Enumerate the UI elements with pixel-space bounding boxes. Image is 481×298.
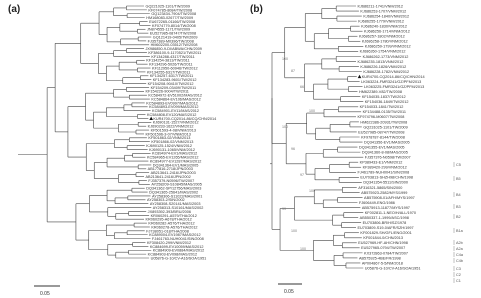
bootstrap-value: 100	[282, 57, 288, 61]
tree-b-leaves	[358, 4, 425, 270]
subgenotype-label: B5	[456, 177, 461, 181]
tree-leaf-label: FJ461789-NUH0041/SIN/2008	[357, 170, 410, 175]
tree-leaf-label: KC584893-EV099/MAS/2012	[149, 105, 199, 110]
tree-leaf-label: KF974796-M0607/TW/2008	[357, 115, 405, 120]
tree-leaf-label: DQ341365-25641/MAS/2002	[149, 190, 199, 195]
bootstrap-value: 96	[291, 147, 295, 151]
tree-leaf-label: KP389433-E1/VNM/2012	[359, 160, 403, 165]
subgenotype-label: A2b	[456, 241, 463, 245]
scale-bar-a-label: 0.05	[40, 291, 50, 297]
tree-leaf-label: DQ341364-EV1/MAS/2005	[152, 163, 199, 168]
tree-leaf-label: KJ690131-1065/VNM/2012	[149, 147, 195, 152]
tree-leaf-label: KUR4700-CQ2014-86/CQ/CHN/2014	[361, 74, 425, 79]
tree-leaf-label: KJ686255-1779/VNM/2012	[358, 19, 405, 24]
tree-leaf-label: FJ357376-N0598/TW/2007	[364, 155, 411, 160]
tree-leaf-label: HM622389-V82/TW/2008	[358, 90, 403, 95]
tree-leaf-label: JX893392-393/BRU/2006	[147, 209, 191, 214]
tree-leaf-label: KF154033-1841/TW/2012	[359, 105, 404, 110]
tree-leaf-label: KF154226-9004/TW/2011	[145, 89, 189, 94]
tree-leaf-label: KJ686211-1741/VNM/2012	[357, 4, 404, 9]
tree-leaf-label: AY258313-S10161/MAS/2002	[152, 206, 204, 210]
subgenotype-label: C5	[456, 163, 461, 167]
tree-b-svg	[242, 0, 481, 298]
tree-leaf-label: KC894974-EV1/MAS/2012	[152, 151, 198, 156]
tree-leaf-label: KF002811-1-NEO/H/ALL/1970	[364, 210, 416, 215]
tree-leaf-label: LK063224-FMR3241/GZ/PFM/2013	[361, 79, 422, 84]
tree-leaf-label: KJ686262-1773/VNM/2012	[362, 54, 409, 59]
tree-leaf-label: FJ606449-ENG/1986	[358, 200, 395, 205]
tree-leaf-label: AB177816-2718/JPN/2003	[147, 167, 193, 172]
tree-leaf-label: KF001844-0/CHN/2013	[363, 236, 404, 241]
tree-leaf-label: AF316321-5865/SIN/2000	[358, 185, 403, 190]
tree-leaf-label: EU527985-08747/TW/2008	[358, 130, 405, 135]
tree-leaf-label: GQ221025-1101/TW/2009	[145, 4, 190, 9]
tree-leaf-label: DQ341356-EV1/MAS/2005	[364, 140, 410, 145]
subgenotype-label: B4	[456, 193, 461, 197]
bootstrap-value: 99	[282, 207, 286, 211]
tree-leaf-label: KC584972-EV51002/MAS/2012	[148, 93, 203, 98]
tree-leaf-label: KJ686235-1813/VNM/2012	[357, 59, 404, 64]
phylogenetic-tree-b	[242, 0, 481, 298]
tree-leaf-label: KX372863-0784/TW/2007	[364, 251, 408, 256]
tree-leaf-label: KJ686226-1826/VNM/2012	[360, 64, 407, 69]
bootstrap-value: 87	[291, 69, 295, 73]
tree-leaf-label: EU527985-08747/TW/2008	[149, 31, 197, 36]
tree-leaf-label: KF134257-6317/TW/2011	[149, 74, 194, 79]
tree-leaf-label: KF154035-1837/TW/2012	[361, 95, 406, 100]
tree-leaf-label: KF978787-8144/TW/2008	[361, 135, 405, 140]
tree-leaf-label: AB575923-2582/MYS/1999	[361, 190, 408, 195]
tree-leaf-label: AB575913-11877/MYS/1997	[361, 205, 410, 210]
tree-leaf-label: KC584901-EV11/MAS/2012	[152, 109, 200, 114]
tree-leaf-label: AY258306-S11022/MAS/2001	[152, 194, 203, 199]
tree-leaf-label: KF074779-8014/TW/2008	[152, 23, 196, 28]
tree-a-scale-bar	[34, 286, 60, 297]
tree-leaf-label: EU703813-SHZH98/CHN/1998	[360, 175, 413, 180]
tree-leaf-label: GQ231025-1101/TW/2009	[363, 125, 408, 130]
tree-leaf-label: KF501863-02/VNM/2013	[148, 136, 191, 141]
tree-leaf-label: KJ686260-1754/VNM/2012	[359, 49, 406, 54]
tree-leaf-label: KF389420-299/VNM/2012	[362, 165, 407, 170]
tree-leaf-label: FJ357389-M0396/TW/2008	[147, 39, 194, 44]
tree-leaf-label: KF501593-4-08/VNM/2013	[150, 128, 196, 133]
tree-leaf-label: KF308420-299/VNM/2012	[146, 240, 192, 245]
tree-leaf-label: U05876-G-10/CV-A16/SOA/1951	[150, 256, 207, 261]
tree-leaf-label: KC884909-EV0884/MAS/2012	[152, 248, 205, 253]
tree-leaf-label: KJ690233-1622/VNM/2012	[147, 124, 194, 129]
tree-leaf-label: DQ341362-SP/12756/MAS/2003	[146, 186, 202, 191]
tree-leaf-label: KC894977-EV1287/MAS/2012	[149, 159, 202, 164]
tree-leaf-label: KJ690131-1527/VNM/2012	[152, 120, 199, 125]
tree-leaf-label: KJ686228-1782/VNM/2012	[363, 69, 410, 74]
tree-leaf-label: HM622386-20931/TW/2008	[360, 120, 408, 125]
tree-leaf-label: KF134288-4317/TW/2011	[151, 54, 195, 59]
subgenotype-label: C1	[456, 279, 461, 283]
tree-leaf-label: KF134296-5026/TW/2011	[149, 62, 193, 67]
tree-leaf-label: KF074785-8084/TW/2008	[148, 8, 193, 13]
tree-b-bootstrap-values	[282, 57, 315, 251]
tree-leaf-label: AP004867-5-5/NM/2018	[361, 261, 403, 266]
tree-leaf-label: JN874555-1171/TW/2009	[146, 27, 191, 32]
tree-leaf-label: DQ341355-EV1/MAS/2005	[358, 145, 405, 150]
subgenotype-label: B1a	[456, 229, 463, 233]
tree-leaf-label: KC584808-EV120/MAS/2012	[146, 112, 197, 117]
tree-leaf-label: EU672265-01166/TW/2008	[149, 19, 196, 24]
tree-leaf-label: AB213641-2416/JPN/2002	[145, 174, 191, 179]
panel-a-label: (a)	[8, 4, 21, 15]
tree-b-scale-bar	[278, 284, 302, 295]
tree-leaf-label: U05876-G-10/CV-A16/SOA/1951	[364, 266, 421, 271]
tree-leaf-label: KJ686256-1714/VNM/2012	[364, 29, 410, 34]
tree-leaf-label: AB213641-2416/JPN/2003	[150, 171, 196, 176]
bootstrap-value: 100	[300, 247, 306, 251]
tree-leaf-label: KF154208-90410/TW/2012	[147, 81, 194, 86]
bootstrap-value: 100	[291, 229, 297, 233]
subgenotype-label: C2	[456, 273, 461, 277]
tree-b-branches	[270, 6, 363, 268]
tree-leaf-label: GQ121419-0405/TW/2009	[152, 35, 198, 40]
tree-leaf-label: EU527965-0794/TW/2007	[361, 246, 406, 251]
tree-leaf-label: KC584864-EV106/MAS/2012	[151, 97, 201, 102]
tree-leaf-label: KR060278-A576/THA/2012	[151, 225, 198, 230]
bootstrap-value: 100	[282, 125, 288, 129]
tree-a-svg	[0, 0, 240, 298]
tree-leaf-label: KC889004-EV1987/MAS/2012	[149, 233, 201, 238]
bootstrap-value: 100	[309, 109, 315, 113]
tree-leaf-label: AY258308-S20141/MAS/2003	[149, 202, 201, 207]
tree-leaf-label: KC884903-EV098/MAS/2012	[147, 252, 198, 257]
tree-leaf-label: KC584965-EV1265/MAS/2012	[146, 155, 199, 160]
tree-leaf-label: KJ686259-1799/VNM/2012	[364, 44, 411, 49]
subgenotype-label: C4a	[456, 253, 463, 257]
tree-leaf-label: AB575925-4BE/FR/1998	[358, 256, 401, 261]
tree-leaf-label: AY258209-S10845/MAS/2005	[151, 182, 202, 187]
tree-leaf-label: KJ690125-1524/VNM/2012	[146, 143, 193, 148]
tree-leaf-label: KF386100-9-1170521/TW/2011	[148, 50, 202, 55]
tree-a-branches	[18, 6, 151, 258]
tree-leaf-label: KR060282-A576/THA/2012	[148, 221, 195, 226]
tree-leaf-label: DQ341354-5511/SIN/2000	[363, 180, 409, 185]
tree-leaf-label: KF501866-02/VNM/2013	[151, 140, 194, 145]
tree-leaf-label: KJ686254-1840/VNM/2012	[363, 14, 410, 19]
tree-leaf-label: KF134255-6317/TW/2011	[146, 70, 191, 75]
panel-b-label: (b)	[250, 4, 263, 15]
tree-leaf-label: KJ686258-1780/VNM/2012	[361, 39, 408, 44]
phylogenetic-tree-a	[0, 0, 240, 298]
tree-leaf-label: EU703806-BR/H/SZ/1978	[362, 221, 407, 226]
tree-leaf-label: KF154036-1849/TW/2012	[364, 100, 409, 105]
tree-leaf-label: KF001829-SH/GFL/ENG/2001	[360, 231, 412, 236]
subgenotype-label: C3	[456, 267, 461, 271]
tree-leaf-label: AB575908-01/AFH/MYS/1997	[364, 195, 415, 200]
bootstrap-value: 100	[309, 189, 315, 193]
subgenotype-label: B2	[456, 215, 461, 219]
tree-leaf-label: HM168083-02677/TW/2009	[146, 16, 194, 21]
tree-leaf-label: KF134283-9601/TW/2012	[152, 78, 197, 83]
tree-leaf-label: EU703809-S19-0/AFR/SZH/1997	[357, 226, 414, 231]
subgenotype-label: A2a	[456, 247, 463, 251]
tree-leaf-label: FJ738051-018/THA/2008	[146, 229, 189, 234]
tree-leaf-label: KF154209-03409/TW/2011	[150, 85, 197, 90]
tree-leaf-label: KF112950-60946/TW/2012	[152, 66, 198, 71]
tree-b-subgenotype-labels	[454, 162, 464, 283]
bootstrap-value: 97	[300, 173, 304, 177]
tree-leaf-label: HM602200-03512/TW/2008	[150, 43, 198, 48]
tree-leaf-label: GQ123434-7904/TW/2008	[151, 12, 197, 17]
tree-leaf-label: JX986850-9-DI/ABWA/CHN/2009	[145, 47, 202, 52]
tree-leaf-label: KR060291-A579/THA/2012	[150, 213, 197, 218]
tree-leaf-label: EU527969-HF-AH/CHN/1998	[358, 241, 408, 246]
tree-leaf-label: KC884699-EV10059/MAS/2012	[149, 244, 204, 249]
tree-leaf-label: KF134254-3813/TW/2011	[146, 58, 190, 63]
tree-a-leaves	[146, 4, 217, 260]
subgenotype-label: C4b	[456, 259, 463, 263]
tree-leaf-label: LK063225-FMR3241/GZ/PFM/2013	[364, 85, 425, 90]
tree-leaf-label: FJ461763-NUH0041/SIN/2008	[152, 237, 204, 242]
scale-bar-b-label: 0.05	[284, 289, 294, 295]
tree-leaf-label: KF134488-0135/TW/2011	[362, 110, 407, 115]
tree-leaf-label: KR060295-A678/THA/2012	[145, 217, 192, 222]
tree-leaf-label: KF501596-3-07/VNM/2013	[145, 132, 191, 137]
tree-leaf-label: KJ686253-1707/VNM/2012	[360, 9, 407, 14]
subgenotype-label: B3	[456, 205, 461, 209]
tree-leaf-label: AY258303-2/SIN/2002	[146, 198, 185, 203]
tree-leaf-label: KUR4700-CQ2014-86/CQ/CHN/2014	[153, 116, 217, 121]
tree-leaf-label: FJ357379-N0596/TW/2007	[148, 178, 195, 183]
tree-leaf-label: KJ686257-1802/VNM/2012	[358, 34, 405, 39]
tree-leaf-label: DQ341360-8-08/MAS/2005	[361, 150, 408, 155]
tree-leaf-label: KJ686240-1830/VNM/2012	[361, 24, 407, 29]
tree-leaf-label: AB550337-1-1999/ASC/1998	[359, 216, 409, 221]
bootstrap-value: 66	[300, 85, 304, 89]
tree-leaf-label: KC584893-EV0997/MAS/2012	[146, 101, 198, 106]
